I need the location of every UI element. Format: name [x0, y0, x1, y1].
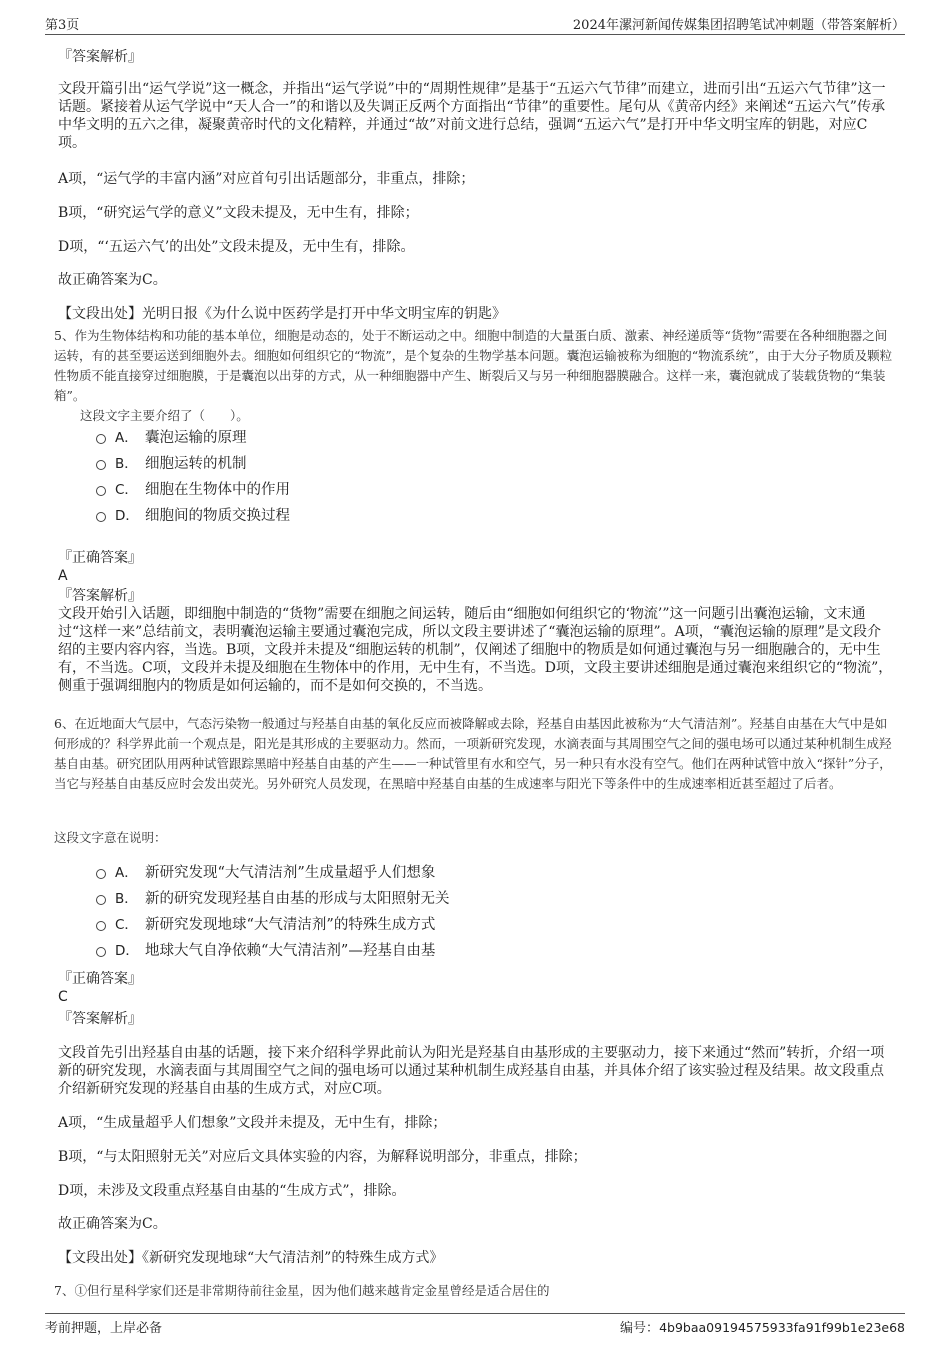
question-5-prompt: 这段文字主要介绍了（ ）。 [80, 408, 249, 423]
option-b-analysis: B项，“与太阳照射无关”对应后文具体实验的内容，为解释说明部分，非重点，排除； [58, 1149, 587, 1165]
document-title: 2024年漯河新闻传媒集团招聘笔试冲刺题（带答案解析） [572, 18, 905, 33]
page-number: 第3页 [45, 18, 80, 33]
q5-option-b[interactable] [96, 453, 247, 475]
option-letter: C． [115, 917, 138, 933]
option-b-analysis: B项，“研究运气学的意义”文段未提及，无中生有，排除； [58, 205, 419, 221]
code-label: 编号： [620, 1321, 660, 1336]
option-letter: B． [115, 456, 138, 472]
conclusion: 故正确答案为C。 [58, 1216, 167, 1232]
analysis-label: 『答案解析』 [58, 1011, 142, 1027]
q5-option-a[interactable] [96, 427, 247, 449]
answer-label: 『正确答案』 [58, 971, 142, 987]
radio-icon[interactable] [96, 947, 106, 957]
correct-answer: A [58, 568, 68, 584]
q5-option-c[interactable] [96, 479, 290, 501]
option-text: 细胞运转的机制 [145, 456, 247, 472]
question-5-analysis: 文段开始引入话题，即细胞中制造的“货物”需要在细胞之间运转，随后由“细胞如何组织它的‘物流’”这一问题引出囊泡运输，文末通过“这样一来”总结前文，表明囊泡运输主要通过囊泡完成，所以文段主要讲述了“囊泡运输的原理”。A项，“囊泡运输的原理”是文段介绍的主要内容内容，当选。B项，文段并未提及“细胞运转的机制”，仅阐述了细胞中的物质是如何通过囊泡与另一细胞融合的，无中生有，不当选。C项，文段并未提及细胞在生物体中的作用，无中生有，不当选。D项，文段主要讲述细胞是通过囊泡来组织它的“物流”，侧重于强调细胞内的物质是如何运输的，而不是如何交换的，不当选。 [58, 606, 893, 694]
footer-slogan: 考前押题，上岸必备 [45, 1321, 163, 1336]
option-a-analysis: A项，“运气学的丰富内涵”对应首句引出话题部分，非重点，排除； [58, 171, 475, 187]
option-text: 新研究发现地球“大气清洁剂”的特殊生成方式 [145, 917, 436, 933]
question-7-stem: 7、①但行星科学家们还是非常期待前往金星，因为他们越来越肯定金星曾经是适合居住的 [54, 1283, 550, 1298]
answer-label: 『正确答案』 [58, 550, 142, 566]
radio-icon[interactable] [96, 921, 106, 931]
code-value: 4b9baa09194575933fa91f99b1e23e68 [659, 1320, 905, 1335]
option-text: 新研究发现“大气清洁剂”生成量超乎人们想象 [145, 865, 436, 881]
analysis-label: 『答案解析』 [58, 588, 142, 604]
question-6-analysis: 文段首先引出羟基自由基的话题，接下来介绍科学界此前认为阳光是羟基自由基形成的主要驱动力，接下来通过“然而”转折，介绍一项新的研究发现，水滴表面与其周围空气之间的强电场可以通过某种机制生成羟基自由基，并具体介绍了该实验过程及结果。故文段重点介绍新研究发现的羟基自由基的生成方式，对应C项。 [58, 1045, 885, 1097]
source-citation: 【文段出处】《新研究发现地球“大气清洁剂”的特殊生成方式》 [58, 1250, 444, 1266]
option-text: 细胞间的物质交换过程 [145, 508, 290, 524]
q6-option-d[interactable] [96, 940, 435, 962]
option-letter: A． [115, 865, 138, 881]
radio-icon[interactable] [96, 869, 106, 879]
option-text: 地球大气自净依赖“大气清洁剂”—羟基自由基 [145, 943, 436, 959]
option-letter: D． [115, 943, 139, 959]
q5-option-d[interactable] [96, 505, 290, 527]
radio-icon[interactable] [96, 486, 106, 496]
document-code [620, 1317, 905, 1336]
question-6-prompt: 这段文字意在说明： [54, 830, 167, 845]
option-letter: A． [115, 430, 138, 446]
option-a-analysis: A项，“生成量超乎人们想象”文段并未提及，无中生有，排除； [58, 1115, 447, 1131]
radio-icon[interactable] [96, 895, 106, 905]
analysis-label: 『答案解析』 [58, 49, 142, 65]
question-5-stem: 5、作为生物体结构和功能的基本单位，细胞是动态的，处于不断运动之中。细胞中制造的大量蛋白质、激素、神经递质等“货物”需要在各种细胞器之间运转，有的甚至要运送到细胞外去。细胞如何组织它的“物流”，是个复杂的生物学基本问题。囊泡运输被称为细胞的“物流系统”，由于大分子物质及颗粒性物质不能直接穿过细胞膜，于是囊泡以出芽的方式，从一种细胞器中产生、断裂后又与另一种细胞器膜融合。这样一来，囊泡就成了装载货物的“集装箱”。 [54, 328, 893, 403]
page-header [45, 14, 905, 35]
analysis-text: 文段开篇引出“运气学说”这一概念，并指出“运气学说”中的“周期性规律”是基于“五运六气节律”而建立，进而引出“五运六气节律”这一话题。紧接着从运气学说中“天人合一”的和谐以及失调正反两个方面指出“节律”的重要性。尾句从《黄帝内经》来阐述“五运六气”传承中华文明的五六之律，凝聚黄帝时代的文化精粹，并通过“故”对前文进行总结，强调“五运六气”是打开中华文明宝库的钥匙，对应C项。 [58, 81, 886, 151]
page-footer [45, 1313, 905, 1337]
radio-icon[interactable] [96, 512, 106, 522]
option-text: 囊泡运输的原理 [145, 430, 247, 446]
option-letter: C． [115, 482, 138, 498]
correct-answer: C [58, 989, 68, 1005]
option-d-analysis: D项，“‘五运六气’的出处”文段未提及，无中生有，排除。 [58, 239, 415, 255]
option-text: 新的研究发现羟基自由基的形成与太阳照射无关 [145, 891, 450, 907]
option-letter: B． [115, 891, 138, 907]
q6-option-c[interactable] [96, 914, 435, 936]
option-d-analysis: D项，未涉及文段重点羟基自由基的“生成方式”，排除。 [58, 1183, 406, 1199]
question-6-stem: 6、在近地面大气层中，气态污染物一般通过与羟基自由基的氧化反应而被降解或去除，羟基自由基因此被称为“大气清洁剂”。羟基自由基在大气中是如何形成的？科学界此前一个观点是，阳光是其形成的主要驱动力。然而，一项新研究发现，水滴表面与其周围空气之间的强电场可以通过某种机制生成羟基自由基。研究团队用两种试管跟踪黑暗中羟基自由基的产生——一种试管里有水和空气，另一种只有水没有空气。他们在两种试管中放入“探针”分子，当它与羟基自由基反应时会发出荧光。另外研究人员发现，在黑暗中羟基自由基的生成速率与阳光下等条件中的生成速率相近甚至超过了后者。 [54, 716, 892, 791]
option-letter: D． [115, 508, 139, 524]
radio-icon[interactable] [96, 434, 106, 444]
option-text: 细胞在生物体中的作用 [145, 482, 290, 498]
conclusion: 故正确答案为C。 [58, 272, 167, 288]
q6-option-b[interactable] [96, 888, 450, 910]
q6-option-a[interactable] [96, 862, 435, 884]
source-citation: 【文段出处】光明日报《为什么说中医药学是打开中华文明宝库的钥匙》 [58, 306, 506, 322]
radio-icon[interactable] [96, 460, 106, 470]
